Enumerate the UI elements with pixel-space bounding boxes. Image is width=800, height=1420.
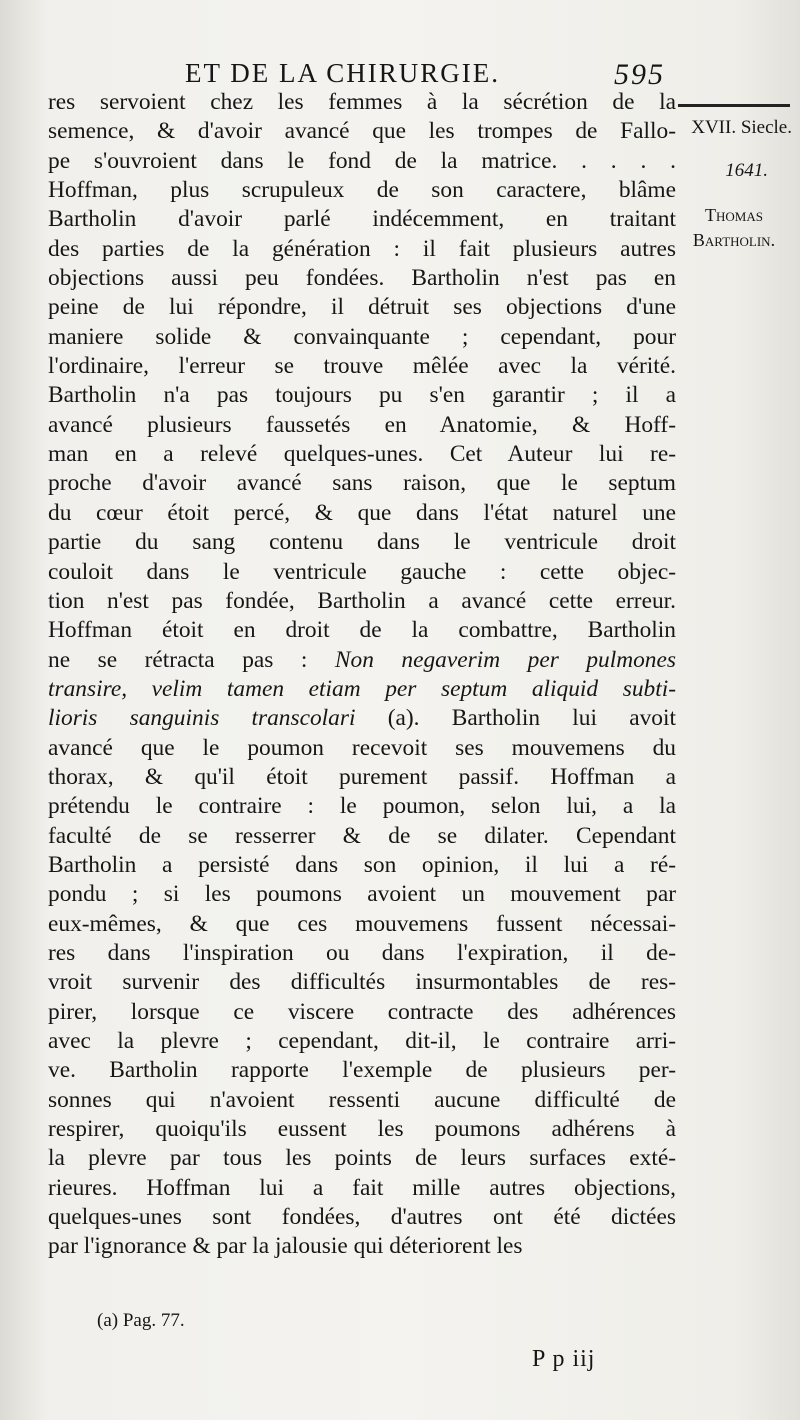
page-number: 595: [614, 58, 665, 91]
text-line: Bartholin d'avoir parlé indécemment, en traitant: [48, 206, 676, 233]
text-line: Bartholin n'a pas toujours pu s'en garantir ; il a: [48, 382, 676, 409]
text-line: thorax, & qu'il étoit purement passif. Hoffman a: [48, 763, 676, 790]
page-header: [185, 58, 665, 92]
text-line: eux-mêmes, & que ces mouvemens fussent nécessai-: [48, 910, 676, 937]
text-line: par l'ignorance & par la jalousie qui déteriorent les: [48, 1233, 523, 1260]
text-line: res dans l'inspiration ou dans l'expiration, il de-: [48, 939, 676, 966]
text-line: ve. Bartholin rapporte l'exemple de plusieurs per-: [48, 1057, 676, 1084]
text-line: pondu ; si les poumons avoient un mouvement par: [48, 881, 676, 908]
text-line: rieures. Hoffman lui a fait mille autres objections,: [48, 1174, 676, 1201]
margin-century: XVII. Siecle.: [691, 117, 792, 138]
text-line: du cœur étoit percé, & que dans l'état naturel une: [48, 499, 676, 526]
text-line: respirer, quoiqu'ils eussent les poumons adhérens à: [48, 1116, 676, 1143]
text-line: proche d'avoir avancé sans raison, que le septum: [48, 470, 676, 497]
text-line: pirer, lorsque ce viscere contracte des adhérences: [48, 998, 676, 1025]
text-line-latin-end: [48, 704, 676, 733]
body-text: [48, 88, 676, 1262]
latin-quote: Non negaverim per pulmones: [334, 646, 676, 673]
text-line: maniere solide & convainquante ; cependant, pour: [48, 323, 676, 350]
text-line: avec la plevre ; cependant, dit-il, le contraire arri-: [48, 1028, 676, 1054]
text-line: l'ordinaire, l'erreur se trouve mêlée avec la vérité.: [48, 353, 676, 380]
margin-rule: [678, 104, 790, 107]
text-line: pe s'ouvroient dans le fond de la matrice. . . . .: [48, 147, 676, 174]
text-line: vroit survenir des difficultés insurmontables de res-: [48, 969, 676, 996]
text-line: sonnes qui n'avoient ressenti aucune difficulté de: [48, 1086, 676, 1113]
text-line: couloit dans le ventricule gauche : cette objec-: [48, 558, 676, 585]
text-line: prétendu le contraire : le poumon, selon lui, a la: [48, 793, 676, 820]
text-line: semence, & d'avoir avancé que les trompes de Fallo-: [48, 118, 676, 145]
margin-name-last: Bartholin.: [692, 230, 776, 250]
margin-name-first: Thomas: [705, 205, 763, 225]
latin-quote-end: lioris sanguinis transcolari: [48, 705, 356, 732]
text-line: peine de lui répondre, il détruit ses objections d'une: [48, 294, 676, 321]
text-line: Hoffman étoit en droit de la combattre, Bartholin: [48, 617, 676, 644]
text-line: avancé plusieurs faussetés en Anatomie, & Hoff-: [48, 411, 676, 438]
footnote: (a) Pag. 77.: [97, 1310, 185, 1331]
text-line-lead: ne se rétracta pas :: [48, 646, 335, 673]
text-line: avancé que le poumon recevoit ses mouvemens du: [48, 734, 676, 761]
text-line: faculté de se resserrer & de se dilater. Cependant: [48, 822, 676, 849]
text-line: res servoient chez les femmes à la sécrétion de la: [48, 89, 676, 115]
signature-mark: P p iij: [532, 1346, 596, 1372]
latin-quote-line: transire, velim tamen etiam per septum aliquid subti-: [48, 675, 676, 702]
margin-year: 1641.: [725, 160, 768, 181]
text-line: man en a relevé quelques-unes. Cet Auteur lui re-: [48, 441, 676, 468]
text-line: partie du sang contenu dans le ventricule droit: [48, 529, 676, 556]
text-line: la plevre par tous les points de leurs surfaces exté-: [48, 1145, 676, 1172]
text-line: objections aussi peu fondées. Bartholin n'est pas en: [48, 265, 676, 292]
text-line: quelques-unes sont fondées, d'autres ont été dictées: [48, 1204, 676, 1231]
margin-name: [672, 203, 796, 253]
text-line: Hoffman, plus scrupuleux de son caractere, blâme: [48, 177, 676, 204]
text-line: Bartholin a persisté dans son opinion, il lui a ré-: [48, 851, 676, 878]
text-line: tion n'est pas fondée, Bartholin a avancé cette erreur.: [48, 587, 676, 614]
text-line-latin-start: [48, 646, 676, 675]
text-line: des parties de la génération : il fait plusieurs autres: [48, 235, 676, 262]
text-line-tail: (a). Bartholin lui avoit: [355, 705, 676, 732]
running-title: ET DE LA CHIRURGIE.: [185, 58, 500, 88]
